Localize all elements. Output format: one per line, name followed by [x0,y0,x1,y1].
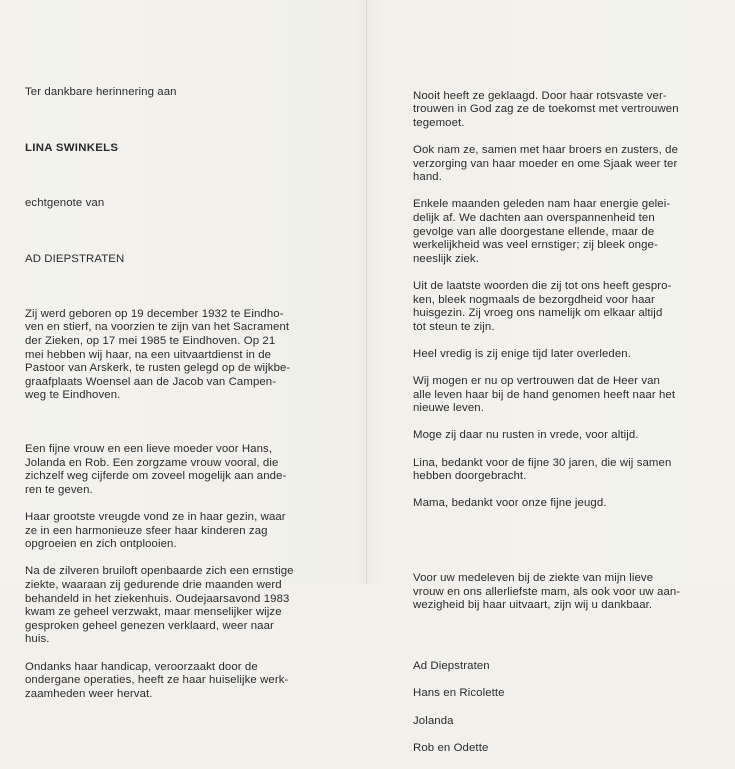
card-fold-line [366,0,367,584]
right-paragraph-9: Mama, bedankt voor onze fijne jeugd. [413,497,607,510]
right-paragraph-1: Nooit heeft ze geklaagd. Door haar rotsvaste ver- trouwen in God zag ze de toekomst met vertrouwen tegemoet. [413,89,679,129]
right-paragraph-4: Uit de laatste woorden die zij tot ons heeft gespro- ken, bleek nogmaals de bezorgdheid voor haar huisgezin. Zij vroeg ons namelijk om elkaar altijd tot steun te zijn. [413,279,672,333]
life-paragraph-2: Een fijne vrouw en een lieve moeder voor Hans, Jolanda en Rob. Een zorgzame vrouw vooral, die zichzelf weg cijferde om zoveel mogelijk aan ande- ren te geven. [25,443,287,496]
life-paragraph-1: Zij werd geboren op 19 december 1932 te Eindho- ven en stierf, na voorzien te zijn van het Sacrament der Zieken, op 17 mei 1985 te Eindhoven. Op 21 mei hebben wij haar, na een uitvaartdienst in de Pastoor van Arskerk, te rusten gelegd op de wijkbe- graafplaats Woensel aan de Jacob van Campen- weg te Eindhoven. [25,307,291,402]
life-paragraph-4: Na de zilveren bruiloft openbaarde zich een ernstige ziekte, waaraan zij gedurende drie maanden werd behandeld in het ziekenhuis. Oudejaarsavond 1983 kwam ze geheel verzwakt, maar menselijker wijze gesproken geheel genezen verklaard, weer naar huis. [25,565,294,646]
right-paragraph-7: Moge zij daar nu rusten in vrede, voor altijd. [413,429,639,442]
right-page [413,76,713,769]
signatory: Jolanda [413,714,454,727]
deceased-name: LINA SWINKELS [25,142,119,155]
left-page [25,72,325,715]
thanks-paragraph: Voor uw medeleven bij de ziekte van mijn lieve vrouw en ons allerliefste mam, als ook voor uw aan- wezigheid bij haar uitvaart, zijn wij u dankbaar. [413,572,681,612]
life-paragraph-3: Haar grootste vreugde vond ze in haar gezin, waar ze in een harmonieuze sfeer haar kinderen zag opgroeien en zich ontplooien. [25,511,286,551]
spouse-label: echtgenote van [25,197,105,210]
life-paragraph-5: Ondanks haar handicap, veroorzaakt door de ondergane operaties, heeft ze haar huiselijke werk- zaamheden weer hervat. [25,660,289,700]
intro-text: Ter dankbare herinnering aan [25,85,177,98]
right-paragraph-5: Heel vredig is zij enige tijd later overleden. [413,347,631,360]
right-paragraph-2: Ook nam ze, samen met haar broers en zusters, de verzorging van haar moeder en ome Sjaak weer ter hand. [413,143,679,184]
signatory: Ad Diepstraten [413,660,490,673]
signatory: Hans en Ricolette [413,687,505,700]
signatory: Rob en Odette [413,741,489,754]
right-paragraph-8: Lina, bedankt voor de fijne 30 jaren, die wij samen hebben doorgebracht. [413,456,672,483]
right-paragraph-6: Wij mogen er nu op vertrouwen dat de Heer van alle leven haar bij de hand genomen heeft naar het nieuwe leven. [413,375,676,415]
right-paragraph-3: Enkele maanden geleden nam haar energie gelei- delijk af. We dachten aan overspannenheid ten gevolge van alle doorgestane ellende, maar de werkelijkheid was veel ernstiger; zij bleek onge- neeslijk ziek. [413,198,671,265]
spouse-name: AD DIEPSTRATEN [25,252,125,265]
